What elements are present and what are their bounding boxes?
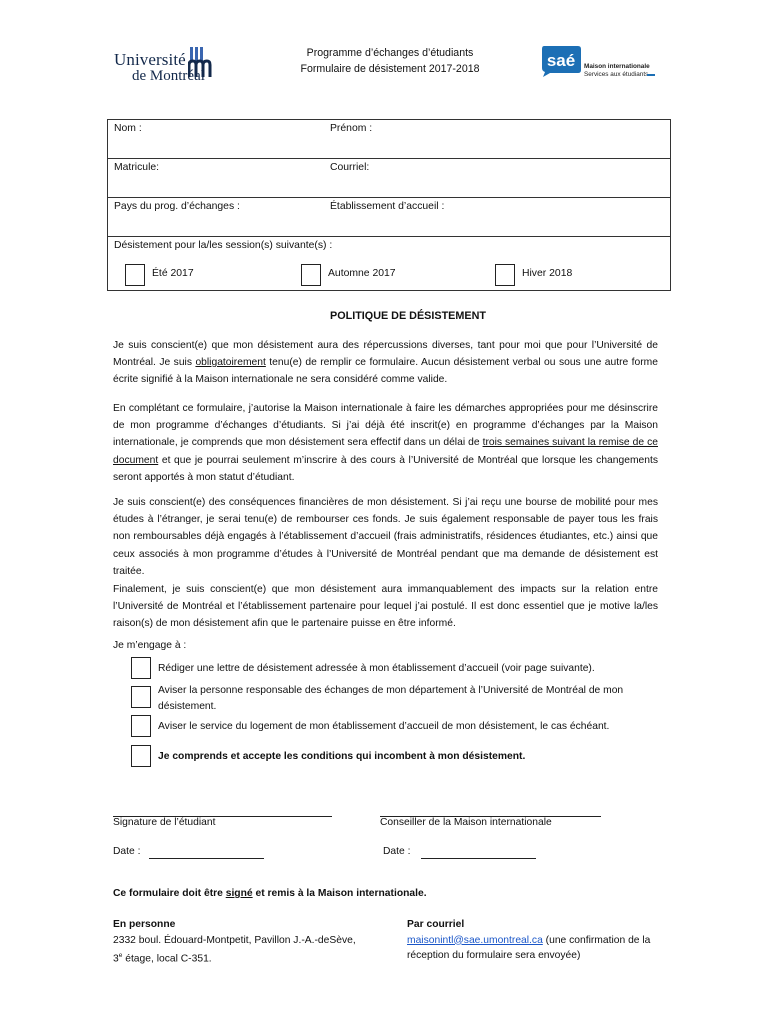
sae-logo-icon [540,44,582,78]
email-block [407,917,650,964]
sae-caption [584,63,650,78]
session-label-hiver: Hiver 2018 [522,268,573,279]
email-line2: réception du formulaire sera envoyée) [407,950,581,961]
table-divider [108,158,670,159]
session-checkbox-automne[interactable] [301,264,321,286]
submission-note: Ce formulaire doit être signé et remis à la Maison internationale. [113,888,427,899]
policy-heading: POLITIQUE DE DÉSISTEMENT [330,310,486,322]
prenom-label: Prénom : [330,123,373,134]
engage-item-2: Aviser la personne responsable des échanges de mon département à l’Université de Montréal de mon désistement. [158,685,624,712]
email-link[interactable]: maisonintl@sae.umontreal.ca [407,934,543,946]
student-info-table [107,119,671,291]
advisor-date-line[interactable] [421,858,536,859]
university-emblem-icon [188,45,212,79]
title-line2: Formulaire de désistement 2017-2018 [300,63,480,75]
in-person-address-line1: 2332 boul. Édouard-Montpetit, Pavillon J.-A.-deSève, [113,934,356,946]
engage-checkbox-3[interactable] [131,715,151,737]
document-title [250,45,530,77]
engage-checkbox-2[interactable] [131,686,151,708]
in-person-block [113,917,356,967]
engage-label: Je m’engage à : [113,640,187,651]
policy-paragraph-3: Je suis conscient(e) des conséquences financières de mon désistement. Si j’ai reçu une bourse de mobilité pour mes études à l’étranger, je serai tenu(e) de rembourser ces fonds. Je suis également responsable de payer tous les frais non remboursables déjà engagés à l’établissement d’accueil (frais administratifs, résidences étudiantes, etc.) ainsi que ceux associés à mon programme d’études à l’Université de Montréal pendant que ma demande de désistement est traitée. [113,497,658,577]
engage-item-1: Rédiger une lettre de désistement adressée à mon établissement d’accueil (voir page suivante). [158,663,595,674]
university-logo-line1: Université [114,50,186,69]
policy-paragraph-4: Finalement, je suis conscient(e) que mon désistement aura immanquablement des impacts sur la relation entre l’Université de Montréal et l’établissement partenaire pour lequel j’ai postulé. Il est donc essentiel que je motive la/les raison(s) de mon désistement afin que le partenaire puisse en être informé. [113,584,658,630]
title-line1: Programme d’échanges d’étudiants [306,47,474,59]
session-checkbox-hiver[interactable] [495,264,515,286]
university-logo-line2: de Montréal [132,68,205,84]
session-label-ete: Été 2017 [152,268,194,279]
email-title: Par courriel [407,919,465,930]
policy-paragraph-1: Je suis conscient(e) que mon désistement aura des répercussions diverses, tant pour moi que pour l’Université de Montréal. Je suis obligatoirement tenu(e) de remplir ce formulaire. Aucun désistement verbal ou sous une autre forme écrite signifié à la Maison internationale ne sera considéré comme valide. [113,340,658,386]
email-line1: maisonintl@sae.umontreal.ca (une confirmation de la [407,934,651,946]
policy-paragraph-2: En complétant ce formulaire, j’autorise la Maison internationale à faire les démarches appropriées pour me désinscrire de mon programme d’échanges d’étudiants. Si j’ai déjà été inscrit(e) en programme d’échanges par la Maison internationale, je comprends que mon désistement sera effectif dans un délai de trois semaines suivant la remise de ce document et que je pourrai seulement m’inscrire à des cours à l’Université de Montréal que lorsque les changements seront apportés à mon statut d’étudiant. [113,403,658,483]
table-divider [108,236,670,237]
nom-label: Nom : [114,123,142,134]
student-signature-label: Signature de l’étudiant [113,817,216,828]
engage-checkbox-1[interactable] [131,657,151,679]
matricule-label: Matricule: [114,162,160,173]
session-checkbox-ete[interactable] [125,264,145,286]
desistement-label: Désistement pour la/les session(s) suivante(s) : [114,240,333,251]
session-label-automne: Automne 2017 [328,268,396,279]
in-person-address-line2: 3e étage, local C-351. [113,952,212,965]
student-date-line[interactable] [149,858,264,859]
courriel-label: Courriel: [330,162,370,173]
engage-item-3: Aviser le service du logement de mon établissement d’accueil de mon désistement, le cas échéant. [158,721,610,732]
in-person-title: En personne [113,919,176,930]
sae-line1: Maison internationale [584,63,650,70]
etablissement-label: Établissement d’accueil : [330,201,445,212]
student-date-label: Date : [113,846,141,857]
advisor-signature-label: Conseiller de la Maison internationale [380,817,552,828]
advisor-date-label: Date : [383,846,411,857]
sae-underline [647,74,655,76]
table-divider [108,197,670,198]
pays-label: Pays du prog. d’échanges : [114,201,240,212]
sae-logo-text: saé [546,51,576,70]
sae-line2: Services aux étudiants [584,70,649,78]
engage-checkbox-4[interactable] [131,745,151,767]
engage-item-4: Je comprends et accepte les conditions qui incombent à mon désistement. [158,751,526,762]
